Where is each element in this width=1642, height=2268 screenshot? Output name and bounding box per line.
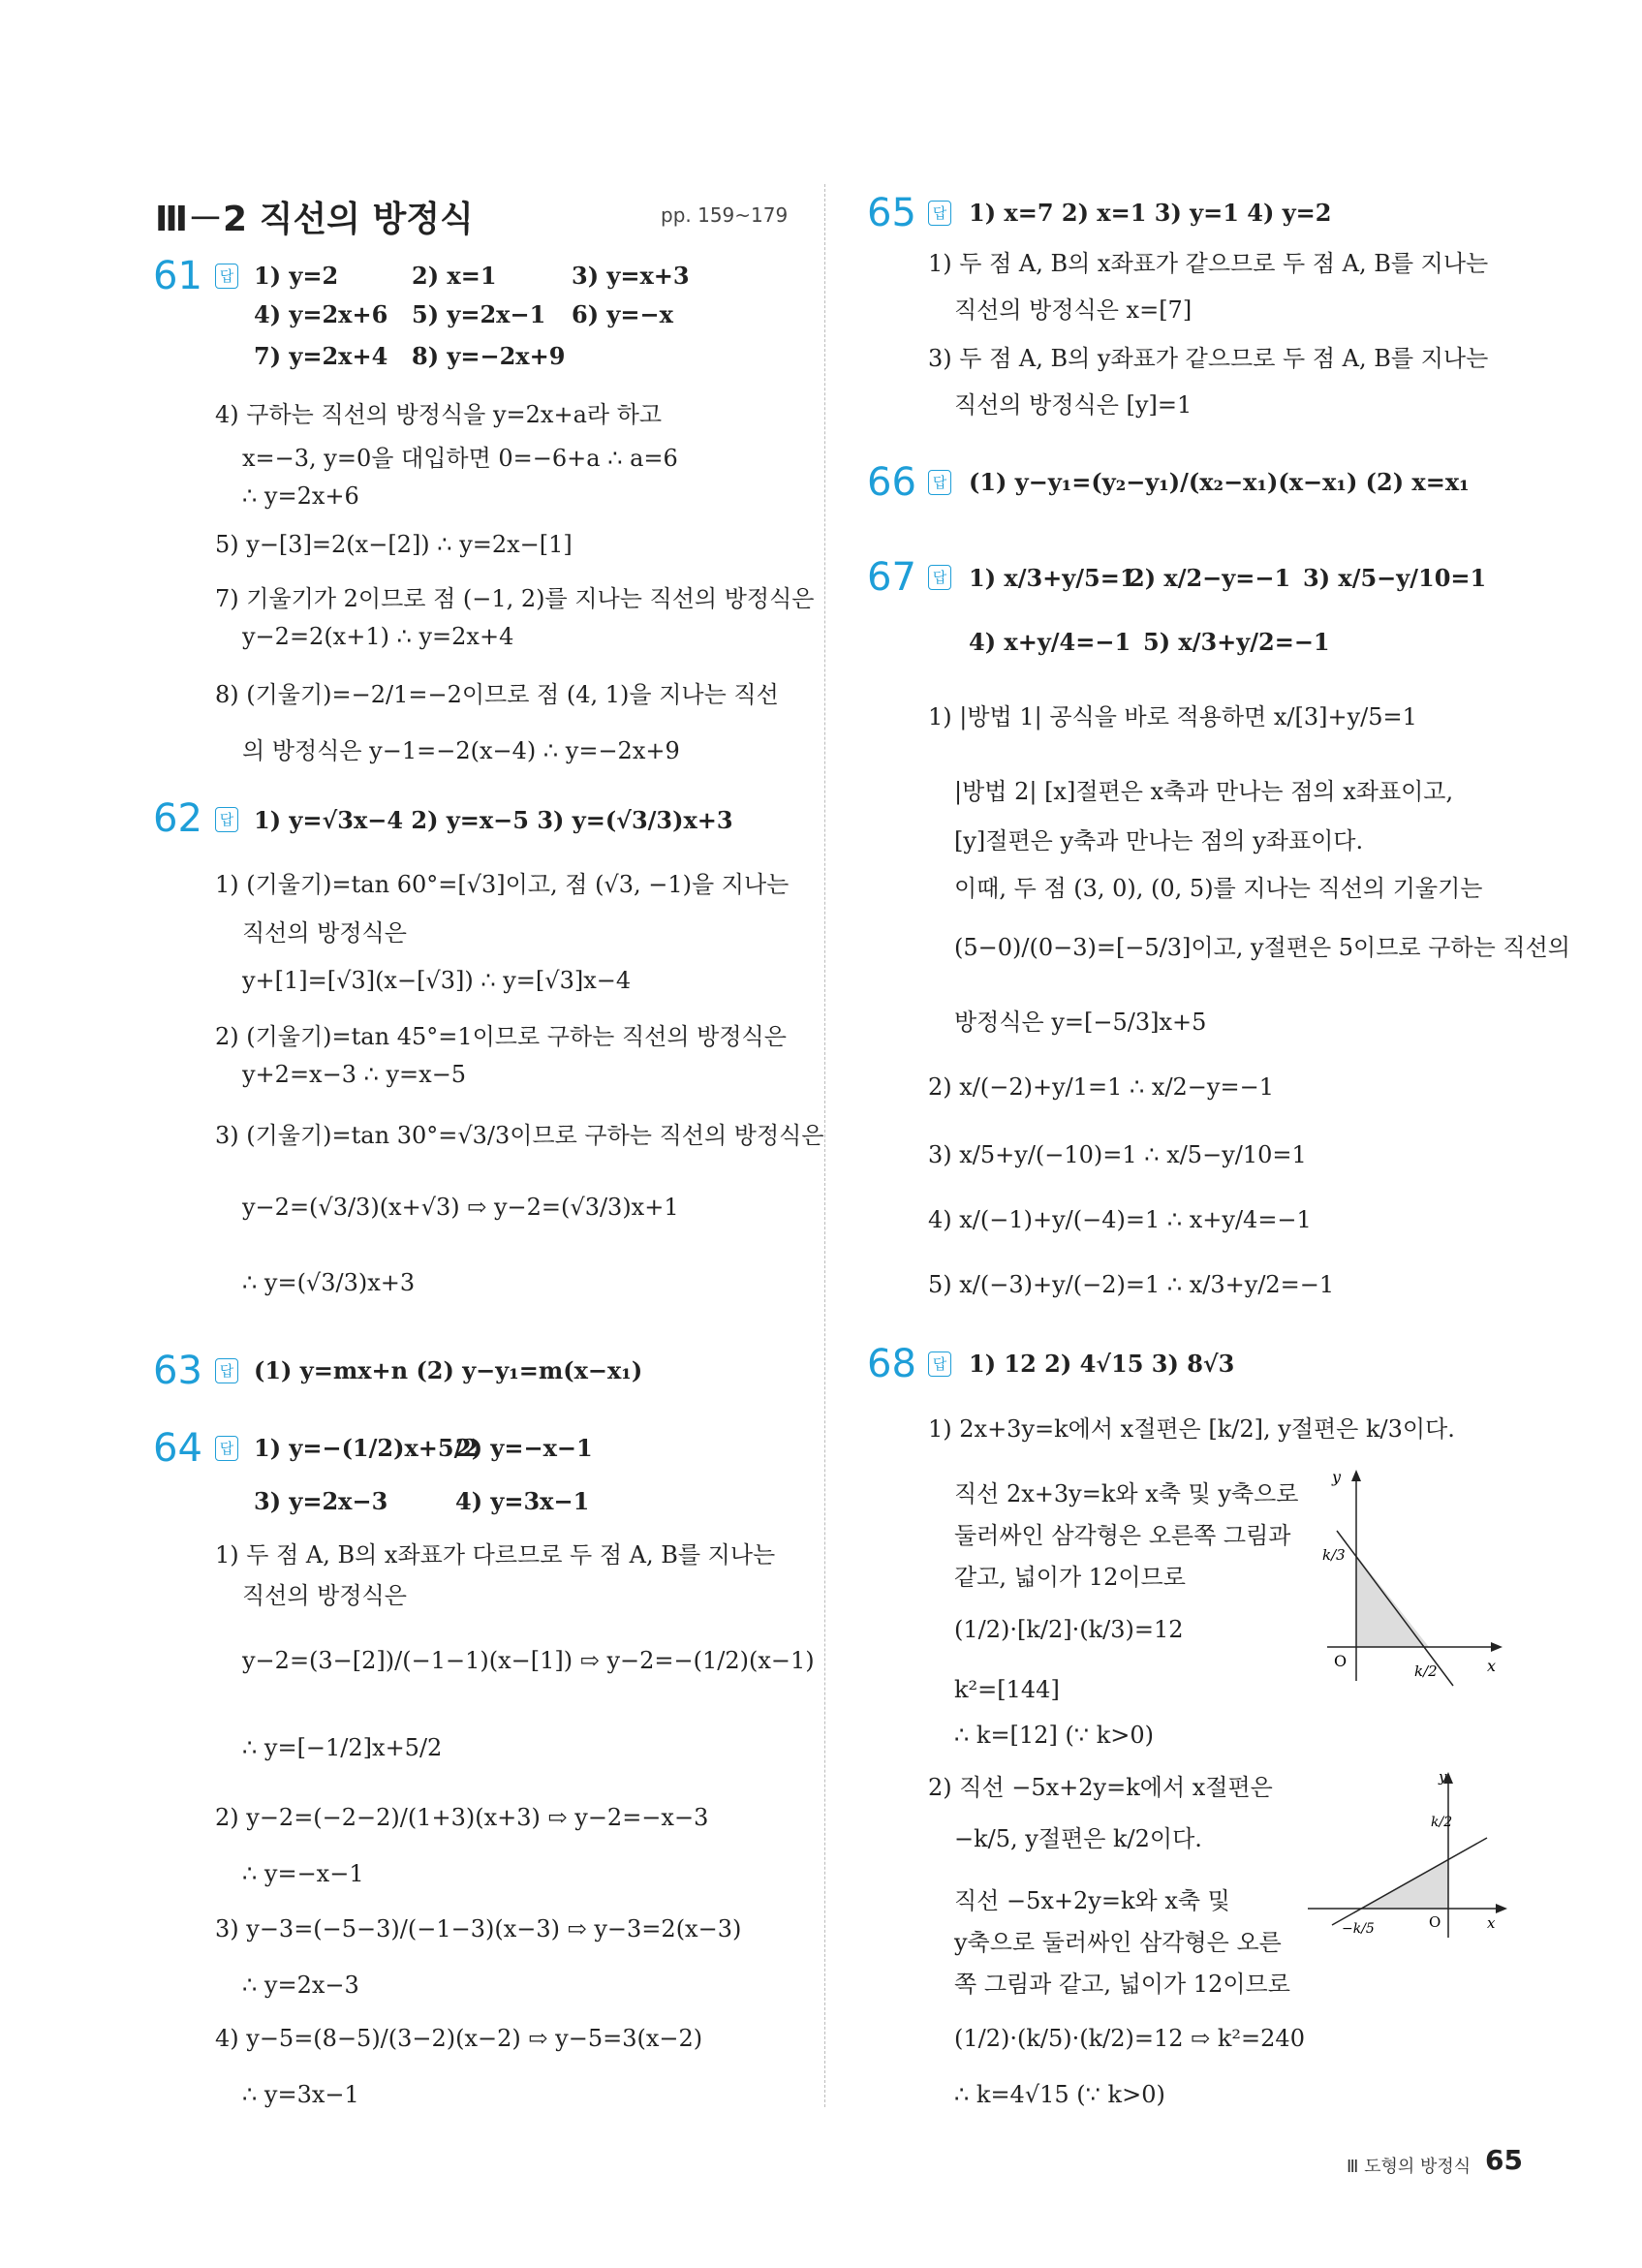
answer: 1) y=−(1/2)x+5/2 [254,1434,480,1462]
solution-line: 직선 −5x+2y=k와 x축 및 [954,1887,1230,1914]
answer: 4) x+y/4=−1 [969,628,1131,656]
answer-icon: 답 [928,470,951,495]
solution-line: 3) 두 점 A, B의 y좌표가 같으므로 두 점 A, B를 지나는 [928,345,1489,372]
x-label: x [1487,1914,1496,1932]
solution-line: k²=[144] [954,1676,1060,1703]
solution-line: ∴ y=(√3/3)x+3 [242,1269,416,1296]
solution-line: (5−0)/(0−3)=[−5/3]이고, y절편은 5이므로 구하는 직선의 [954,934,1570,961]
solution-line: |방법 2| [x]절편은 x축과 만나는 점의 x좌표이고, [954,778,1454,805]
solution-line: 쪽 그림과 같고, 넓이가 12이므로 [954,1971,1290,1998]
answer: (1) y−y₁=(y₂−y₁)/(x₂−x₁)(x−x₁) (2) x=x₁ [969,468,1470,496]
x-arrow-icon [1491,1642,1503,1652]
answer: (1) y=mx+n (2) y−y₁=m(x−x₁) [254,1356,643,1384]
graph-triangle-2 [1303,1768,1511,1942]
solution-line: (1/2)·(k/5)·(k/2)=12 ⇨ k²=240 [954,2025,1305,2052]
solution-line: 방정식은 y=[−5/3]x+5 [954,1009,1207,1036]
answer-icon: 답 [215,1358,238,1383]
solution-line: y−2=(√3/3)(x+√3) ⇨ y−2=(√3/3)x+1 [242,1194,679,1221]
answer: 7) y=2x+4 [254,342,388,370]
problem-number: 64 [153,1426,202,1471]
graph-line [1332,1838,1487,1925]
answer: 3) y=2x−3 [254,1487,388,1515]
shaded-region [1356,1555,1429,1647]
solution-line: 4) x/(−1)+y/(−4)=1 ∴ x+y/4=−1 [928,1206,1312,1233]
answer: 4) y=3x−1 [455,1487,590,1515]
solution-line: 2) x/(−2)+y/1=1 ∴ x/2−y=−1 [928,1073,1274,1101]
graph-triangle-1 [1313,1468,1506,1691]
answer: 2) x/2−y=−1 [1129,564,1291,592]
solution-line: 3) (기울기)=tan 30°=√3/3이므로 구하는 직선의 방정식은 [215,1122,824,1149]
answer-icon: 답 [928,565,951,590]
answer-icon: 답 [215,1436,238,1461]
answer: 1) y=2 [254,262,339,290]
section-title: Ⅲ－2 직선의 방정식 [155,200,474,239]
solution-line: −k/5, y절편은 k/2이다. [954,1825,1202,1852]
solution-line: [y]절편은 y축과 만나는 점의 y좌표이다. [954,827,1364,854]
solution-line: 8) (기울기)=−2/1=−2이므로 점 (4, 1)을 지나는 직선 [215,681,779,708]
y-label: y [1439,1768,1447,1786]
solution-line: ∴ y=[−1/2]x+5/2 [242,1734,443,1761]
solution-line: ∴ y=3x−1 [242,2081,359,2108]
origin-label: O [1429,1913,1441,1931]
answer: 2) y=−x−1 [455,1434,593,1462]
answer: 1) 12 2) 4√15 3) 8√3 [969,1350,1235,1378]
problem-number: 62 [153,796,202,841]
solution-line: 2) (기울기)=tan 45°=1이므로 구하는 직선의 방정식은 [215,1023,787,1050]
solution-line: 5) x/(−3)+y/(−2)=1 ∴ x/3+y/2=−1 [928,1271,1335,1298]
solution-line: 3) x/5+y/(−10)=1 ∴ x/5−y/10=1 [928,1141,1307,1168]
solution-line: 직선의 방정식은 [242,919,407,947]
answer: 3) x/5−y/10=1 [1303,564,1487,592]
answer: 3) y=x+3 [572,262,690,290]
problem-number: 61 [153,254,202,298]
answer: 1) x=7 2) x=1 3) y=1 4) y=2 [969,199,1332,227]
solution-line: (1/2)·[k/2]·(k/3)=12 [954,1616,1184,1643]
answer: 5) x/3+y/2=−1 [1143,628,1330,656]
page-number: 65 [1485,2144,1523,2176]
answer-icon: 답 [215,807,238,832]
page-range: pp. 159~179 [661,203,789,227]
answer: 4) y=2x+6 [254,300,388,328]
solution-line: 4) y−5=(8−5)/(3−2)(x−2) ⇨ y−5=3(x−2) [215,2025,703,2052]
solution-line: 직선의 방정식은 [242,1582,407,1609]
problem-number: 65 [867,191,916,235]
problem-number: 63 [153,1349,202,1393]
solution-line: ∴ y=−x−1 [242,1860,364,1887]
solution-line: 직선의 방정식은 x=[7] [954,296,1193,324]
y-label: y [1332,1468,1342,1486]
solution-line: 1) 두 점 A, B의 x좌표가 같으므로 두 점 A, B를 지나는 [928,250,1489,277]
problem-number: 66 [867,460,916,505]
answer: 1) y=√3x−4 2) y=x−5 3) y=(√3/3)x+3 [254,806,733,834]
solution-line: x=−3, y=0을 대입하면 0=−6+a ∴ a=6 [242,445,678,472]
solution-line: ∴ k=[12] (∵ k>0) [954,1722,1154,1749]
answer-icon: 답 [928,1351,951,1377]
y-arrow-icon [1351,1470,1361,1481]
answer: 5) y=2x−1 [412,300,546,328]
footer-chapter: Ⅲ 도형의 방정식 [1347,2157,1472,2177]
solution-line: ∴ y=2x−3 [242,1972,359,1999]
solution-line: y−2=2(x+1) ∴ y=2x+4 [242,623,514,650]
solution-line: 4) 구하는 직선의 방정식을 y=2x+a라 하고 [215,401,663,428]
solution-line: 2) 직선 −5x+2y=k에서 x절편은 [928,1774,1273,1801]
solution-line: 1) 2x+3y=k에서 x절편은 [k/2], y절편은 k/3이다. [928,1415,1455,1443]
x-arrow-icon [1496,1904,1507,1913]
solution-line: 같고, 넓이가 12이므로 [954,1564,1186,1591]
solution-line: ∴ y=2x+6 [242,482,359,510]
solution-line: y−2=(3−[2])/(−1−1)(x−[1]) ⇨ y−2=−(1/2)(x−1) [242,1647,815,1674]
solution-line: 이때, 두 점 (3, 0), (0, 5)를 지나는 직선의 기울기는 [954,875,1483,902]
solution-line: y축으로 둘러싸인 삼각형은 오른 [954,1929,1282,1956]
solution-line: 2) y−2=(−2−2)/(1+3)(x+3) ⇨ y−2=−x−3 [215,1804,709,1831]
answer: 1) x/3+y/5=1 [969,564,1136,592]
answer-icon: 답 [215,264,238,289]
solution-line: 7) 기울기가 2이므로 점 (−1, 2)를 지나는 직선의 방정식은 [215,585,815,612]
answer: 2) x=1 [412,262,497,290]
problem-number: 68 [867,1342,916,1386]
x-label: x [1487,1657,1497,1675]
column-divider [824,184,825,2107]
solution-line: y+[1]=[√3](x−[√3]) ∴ y=[√3]x−4 [242,967,632,994]
solution-line: 의 방정식은 y−1=−2(x−4) ∴ y=−2x+9 [242,737,680,764]
solution-line: 1) |방법 1| 공식을 바로 적용하면 x/[3]+y/5=1 [928,703,1417,730]
answer-icon: 답 [928,201,951,226]
solution-line: 3) y−3=(−5−3)/(−1−3)(x−3) ⇨ y−3=2(x−3) [215,1915,742,1942]
x-intercept-label: −k/5 [1342,1921,1375,1937]
answer: 8) y=−2x+9 [412,342,566,370]
x-intercept-label: k/2 [1414,1662,1438,1680]
solution-line: y+2=x−3 ∴ y=x−5 [242,1061,467,1088]
y-intercept-label: k/3 [1322,1546,1346,1564]
origin-label: O [1334,1652,1348,1670]
solution-line: 5) y−[3]=2(x−[2]) ∴ y=2x−[1] [215,531,573,558]
solution-line: 직선 2x+3y=k와 x축 및 y축으로 [954,1480,1299,1507]
y-intercept-label: k/2 [1431,1815,1453,1830]
solution-line: 직선의 방정식은 [y]=1 [954,391,1193,419]
solution-line: 1) (기울기)=tan 60°=[√3]이고, 점 (√3, −1)을 지나는 [215,871,790,898]
solution-line: 둘러싸인 삼각형은 오른쪽 그림과 [954,1522,1291,1549]
solution-line: 1) 두 점 A, B의 x좌표가 다르므로 두 점 A, B를 지나는 [215,1541,776,1569]
problem-number: 67 [867,555,916,600]
solution-line: ∴ k=4√15 (∵ k>0) [954,2081,1165,2108]
answer: 6) y=−x [572,300,673,328]
